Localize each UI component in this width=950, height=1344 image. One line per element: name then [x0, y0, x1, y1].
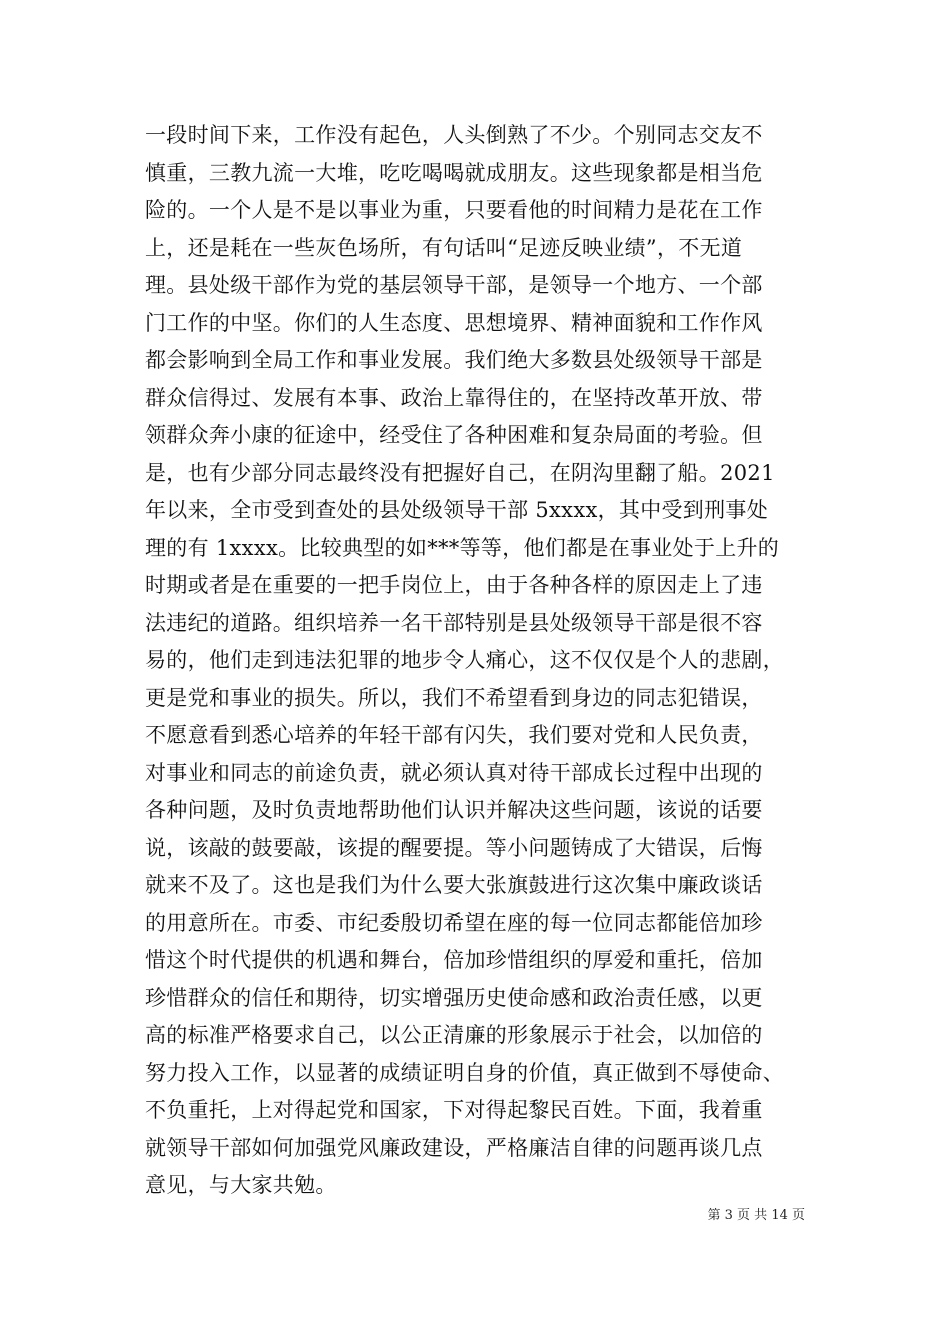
text-line: 上，还是耗在一些灰色场所，有句话叫“足迹反映业绩”，不无道	[145, 235, 743, 260]
text-line: 努力投入工作，以显著的成绩证明自身的价值，真正做到不辱使命、	[145, 1060, 784, 1085]
text-line: 慎重，三教九流一大堆，吃吃喝喝就成朋友。这些现象都是相当危	[145, 160, 763, 185]
text-line: 领群众奔小康的征途中，经受住了各种困难和复杂局面的考验。但	[145, 423, 763, 447]
text-line: 易的，他们走到违法犯罪的地步令人痛心，这不仅仅是个人的悲剧，	[145, 648, 784, 672]
text-line: 珍惜群众的信任和期待，切实增强历史使命感和政治责任感，以更	[145, 985, 763, 1010]
text-line: 法违纪的道路。组织培养一名干部特别是县处级领导干部是很不容	[145, 610, 763, 635]
text-line: 就来不及了。这也是我们为什么要大张旗鼓进行这次集中廉政谈话	[145, 873, 763, 897]
text-line: 不愿意看到悉心培养的年轻干部有闪失，我们要对党和人民负责，	[145, 723, 763, 747]
text-line: 一段时间下来，工作没有起色，人头倒熟了不少。个别同志交友不	[145, 123, 763, 147]
text-line: 说，该敲的鼓要敲，该提的醒要提。等小问题铸成了大错误，后悔	[145, 835, 763, 860]
text-line: 高的标准严格要求自己，以公正清廉的形象展示于社会，以加倍的	[145, 1023, 763, 1047]
text-line: 门工作的中坚。你们的人生态度、思想境界、精神面貌和工作作风	[145, 310, 763, 335]
text-line: 各种问题，及时负责地帮助他们认识并解决这些问题，该说的话要	[145, 798, 763, 822]
text-line: 是，也有少部分同志最终没有把握好自己，在阴沟里翻了船。2021	[145, 460, 775, 485]
text-line: 不负重托，上对得起党和国家，下对得起黎民百姓。下面，我着重	[145, 1098, 763, 1122]
text-line: 惜这个时代提供的机遇和舞台，倍加珍惜组织的厚爱和重托，倍加	[145, 948, 763, 972]
text-line: 时期或者是在重要的一把手岗位上，由于各种各样的原因走上了违	[145, 573, 763, 597]
page-number-footer: 第 3 页 共 14 页	[707, 1208, 805, 1223]
body-paragraph	[145, 117, 810, 1205]
text-line: 的用意所在。市委、市纪委殷切希望在座的每一位同志都能倍加珍	[145, 910, 763, 935]
text-line: 理的有 1xxxx。比较典型的如***等等，他们都是在事业处于上升的	[145, 535, 780, 560]
text-line: 理。县处级干部作为党的基层领导干部，是领导一个地方、一个部	[145, 273, 763, 297]
text-line: 就领导干部如何加强党风廉政建设，严格廉洁自律的问题再谈几点	[145, 1135, 763, 1160]
text-line: 更是党和事业的损失。所以，我们不希望看到身边的同志犯错误，	[145, 685, 763, 710]
text-line: 年以来，全市受到查处的县处级领导干部 5xxxx，其中受到刑事处	[145, 498, 769, 522]
text-line: 险的。一个人是不是以事业为重，只要看他的时间精力是花在工作	[145, 198, 763, 222]
text-line: 都会影响到全局工作和事业发展。我们绝大多数县处级领导干部是	[145, 348, 763, 372]
text-line: 群众信得过、发展有本事、政治上靠得住的，在坚持改革开放、带	[145, 385, 763, 410]
text-line: 意见，与大家共勉。	[145, 1173, 337, 1197]
text-line: 对事业和同志的前途负责，就必须认真对待干部成长过程中出现的	[145, 760, 763, 785]
